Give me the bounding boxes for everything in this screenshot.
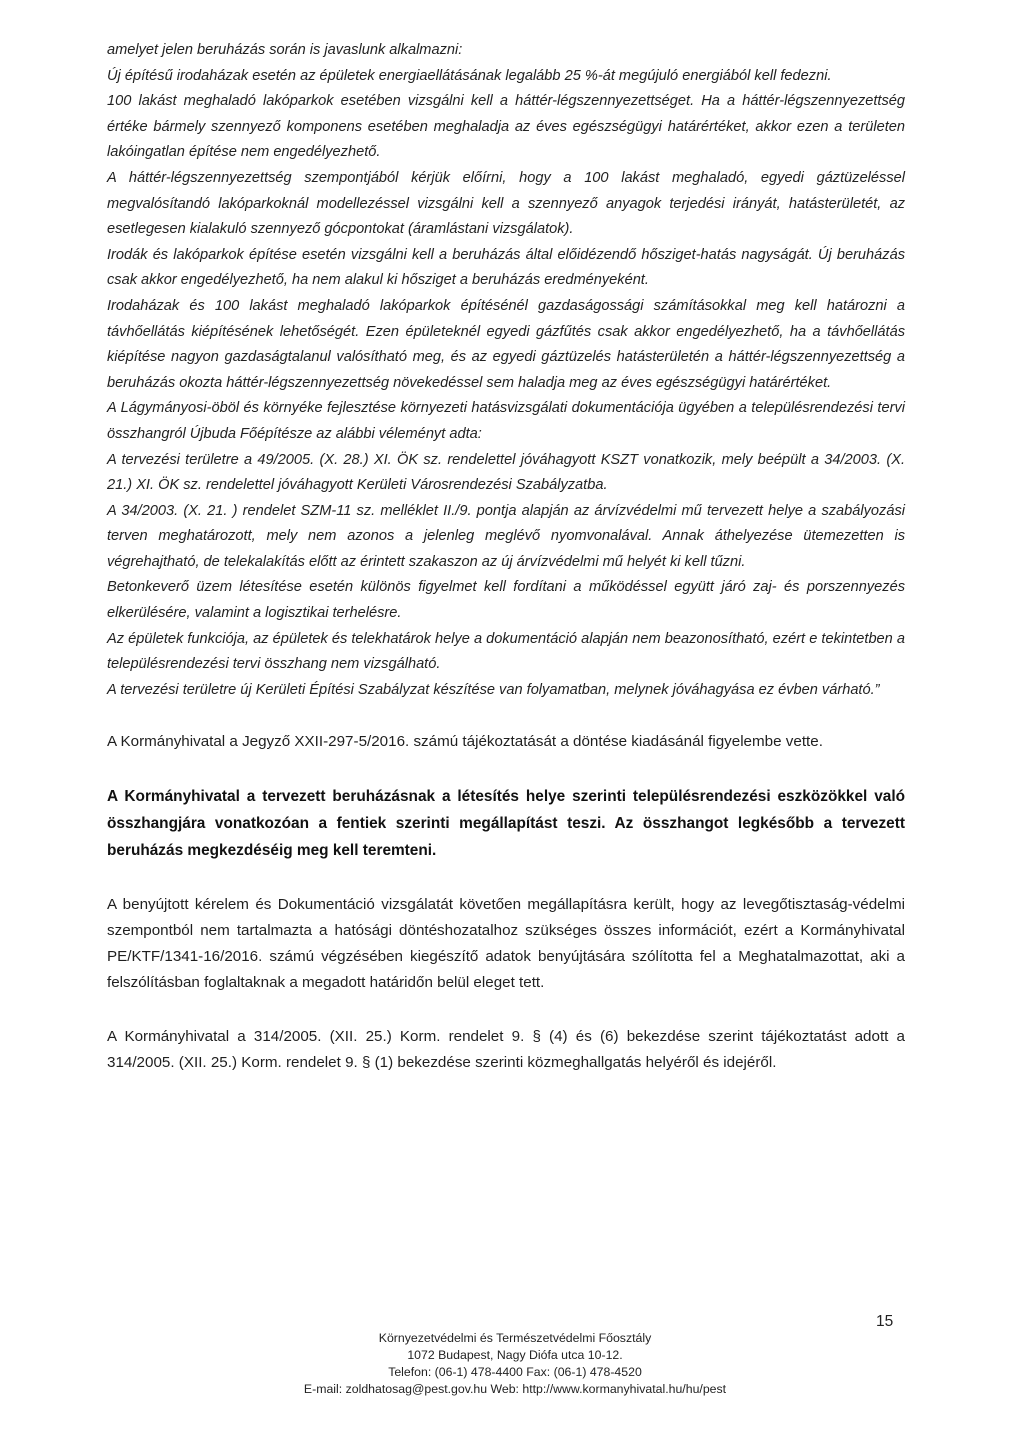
paragraph-decision-bold: A Kormányhivatal a tervezett beruházásnak a létesítés helye szerinti településrendezési eszközökkel való összhangjára vonatkozóan a fentiek szerinti megállapítást teszi. Az összhangot legkésőbb a tervezett beruházás megkezdéséig meg kell teremteni. [107, 788, 905, 860]
page-footer [240, 1330, 790, 1398]
footer-phone: Telefon: (06-1) 478-4400 Fax: (06-1) 478-4520 [388, 1365, 642, 1379]
quote-paragraph-3: 100 lakást meghaladó lakóparkok esetében vizsgálni kell a háttér-légszennyezettséget. Ha a háttér-légszennyezettség értéke bármely szennyező komponens esetében meghaladja az éves egészségügyi határértéket, akkor ezen a területen lakóingatlan építése nem engedélyezhető. [107, 93, 905, 161]
quote-paragraph-8: A tervezési területre a 49/2005. (X. 28.) XI. ÖK sz. rendelettel jóváhagyott KSZT vonatkozik, mely beépült a 34/2003. (X. 21.) XI. ÖK sz. rendelettel jóváhagyott Kerületi Városrendezési Szabályzatba. [107, 451, 905, 494]
quote-paragraph-1: amelyet jelen beruházás során is javaslunk alkalmazni: [107, 42, 463, 58]
quote-paragraph-5: Irodák és lakóparkok építése esetén vizsgálni kell a beruházás által előidézendő hősziget-hatás nagyságát. Új beruházás csak akkor engedélyezhető, ha nem alakul ki hősziget a beruházás eredményeként. [107, 246, 905, 289]
quote-paragraph-6: Irodaházak és 100 lakást meghaladó lakóparkok építésénél gazdaságossági számításokkal meg kell határozni a távhőellátás kiépítésének lehetőségét. Ezen épületeknél egyedi gázfűtés csak akkor engedélyezhető, ha a távhőellátás kiépítése nagyon gazdaságtalanul valósítható meg, és az egyedi gáztüzelés hatásterületén a háttér-légszennyezettség a beruházás okozta háttér-légszennyezettség növekedéssel sem haladja meg az éves egészségügyi határértéket. [107, 297, 905, 391]
quote-paragraph-4: A háttér-légszennyezettség szempontjából kérjük előírni, hogy a 100 lakást meghaladó, egyedi gáztüzeléssel megvalósítandó lakóparkoknál modellezéssel vizsgálni kell a szennyező anyagok terjedési irányát, hatásterületét, az esetlegesen kialakuló szennyező gócpontokat (áramlástani vizsgálatok). [107, 169, 905, 238]
footer-address: 1072 Budapest, Nagy Diófa utca 10-12. [407, 1348, 623, 1362]
quote-paragraph-2: Új építésű irodaházak esetén az épületek energiaellátásának legalább 25 %-át megújuló energiából kell fedezni. [107, 67, 832, 84]
quoted-opinion [107, 38, 905, 703]
footer-contact: E-mail: zoldhatosag@pest.gov.hu Web: http://www.kormanyhivatal.hu/hu/pest [303, 1382, 727, 1396]
document-page [107, 38, 905, 1076]
paragraph-jegyzo: A Kormányhivatal a Jegyző XXII-297-5/2016. számú tájékoztatását a döntése kiadásánál figyelembe vette. [107, 733, 823, 751]
quote-paragraph-12: A tervezési területre új Kerületi Építési Szabályzat készítése van folyamatban, melynek jóváhagyása ez évben várható.” [107, 681, 880, 698]
quote-paragraph-11: Az épületek funkciója, az épületek és telekhatárok helye a dokumentáció alapján nem beazonosítható, ezért e tekintetben a településrendezési tervi összhang nem vizsgálható. [107, 630, 905, 673]
quote-paragraph-7: A Lágymányosi-öböl és környéke fejlesztése környezeti hatásvizsgálati dokumentációja ügyében a településrendezési tervi összhangról Újbuda Főépítésze az alábbi véleményt adta: [107, 400, 905, 442]
quote-paragraph-10: Betonkeverő üzem létesítése esetén különös figyelmet kell fordítani a működéssel együtt járó zaj- és porszennyezés elkerülésére, valamint a logisztikai terhelésre. [107, 579, 905, 622]
paragraph-kozmeghallgatas: A Kormányhivatal a 314/2005. (XII. 25.) Korm. rendelet 9. § (4) és (6) bekezdése szerint tájékoztatást adott a 314/2005. (XII. 25.) Korm. rendelet 9. § (1) bekezdése szerinti közmeghallgatás helyéről és idejéről. [107, 1028, 905, 1072]
page-number: 15 [876, 1313, 894, 1330]
footer-department: Környezetvédelmi és Természetvédelmi Főosztály [378, 1331, 652, 1345]
quote-paragraph-9: A 34/2003. (X. 21. ) rendelet SZM-11 sz. melléklet II./9. pontja alapján az árvízvédelmi mű tervezett helye a szabályozási terven meghatározott, mely nem azonos a jelenleg meglévő nyomvonalával. Annak áthelyezése ütemezetten is végrehajtható, de telekalakítás előtt az érintett szakaszon az új árvízvédelmi mű helyét ki kell tűzni. [107, 502, 905, 570]
paragraph-kerelem: A benyújtott kérelem és Dokumentáció vizsgálatát követően megállapításra került, hogy az levegőtisztaság-védelmi szempontból nem tartalmazta a hatósági döntéshozatalhoz szükséges összes információt, ezért a Kormányhivatal PE/KTF/1341-16/2016. számú végzésében kiegészítő adatok benyújtására szólította fel a Meghatalmazottat, aki a felszólításban foglaltaknak a megadott határidőn belül eleget tett. [107, 896, 905, 992]
